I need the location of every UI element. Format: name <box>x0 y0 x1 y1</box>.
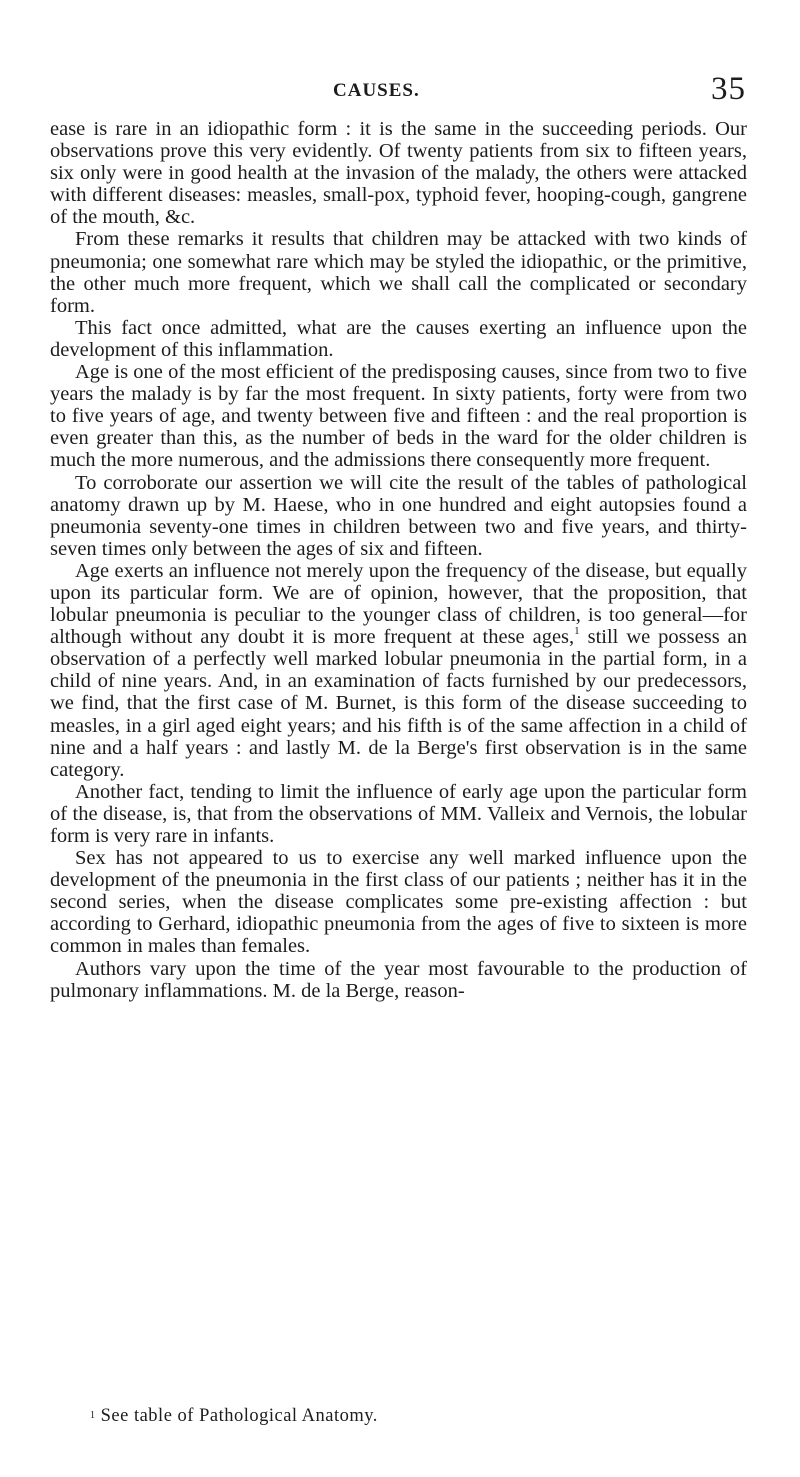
paragraph: To corroborate our assertion we will cite the result of the tables of pathological anatomy drawn up by M. Haese, who in one hundred and eight autopsies found a pneumonia seventy-one times in children between two and five years, and thirty-seven times only between the ages of six and fifteen. <box>50 471 747 560</box>
running-head <box>0 71 800 110</box>
footnote-reference: 1 <box>574 625 580 638</box>
body-text <box>50 118 747 1002</box>
paragraph-part: Age exerts an influence not merely upon the frequency of the disease, but equally upon its particular form. We are of opinion, however, that the proposition, that lobular pneumonia is peculiar to the younger class of children, is too general—for although without any doubt it is more frequent at these ages, <box>50 559 747 649</box>
paragraph-with-footnote <box>50 560 747 781</box>
footnote <box>90 1405 710 1427</box>
paragraph: This fact once admitted, what are the causes exerting an influence upon the development of this inflammation. <box>50 316 747 361</box>
paragraph: ease is rare in an idiopathic form : it is the same in the succeeding periods. Our observations prove this very evidently. Of twenty patients from six to fifteen years, six only were in good health at the invasion of the malady, the others were attacked with different diseases: measles, small-pox, typhoid fever, hooping-cough, gangrene of the mouth, &c. <box>50 118 747 229</box>
footnote-text: See table of Pathological Anatomy. <box>100 1406 378 1426</box>
paragraph: Age is one of the most efficient of the predisposing causes, since from two to five years the malady is by far the most frequent. In sixty patients, forty were from two to five years of age, and twenty between five and fifteen : and the real proportion is even greater than this, as the number of beds in the ward for the older children is much the more numerous, and the admissions there consequently more frequent. <box>50 361 747 472</box>
page-number: 35 <box>711 71 746 107</box>
footnote-marker: 1 <box>90 1410 96 1421</box>
paragraph: From these remarks it results that children may be attacked with two kinds of pneumonia; one somewhat rare which may be styled the idiopathic, or the primitive, the other much more frequent, which we shall call the complicated or secondary form. <box>50 228 747 317</box>
page-title: CAUSES. <box>333 80 420 101</box>
paragraph: Authors vary upon the time of the year most favourable to the production of pulmonary inflammations. M. de la Berge, reason- <box>50 957 747 1002</box>
paragraph-part: still we possess an observation of a perfectly well marked lobular pneumonia in the partial form, in a child of nine years. And, in an examination of facts furnished by our predecessors, we find, that the first case of M. Burnet, is this form of the disease succeeding to measles, in a girl aged eight years; and his fifth is of the same affection in a child of nine and a half years : and lastly M. de la Berge's first observation is in the same category. <box>50 626 747 781</box>
paragraph: Another fact, tending to limit the influence of early age upon the particular form of the disease, is, that from the observations of MM. Valleix and Vernois, the lobular form is very rare in infants. <box>50 780 747 847</box>
paragraph: Sex has not appeared to us to exercise any well marked influence upon the development of the pneumonia in the first class of our patients ; neither has it in the second series, when the disease complicates some pre-existing affection : but according to Gerhard, idiopathic pneumonia from the ages of five to sixteen is more common in males than females. <box>50 847 747 958</box>
